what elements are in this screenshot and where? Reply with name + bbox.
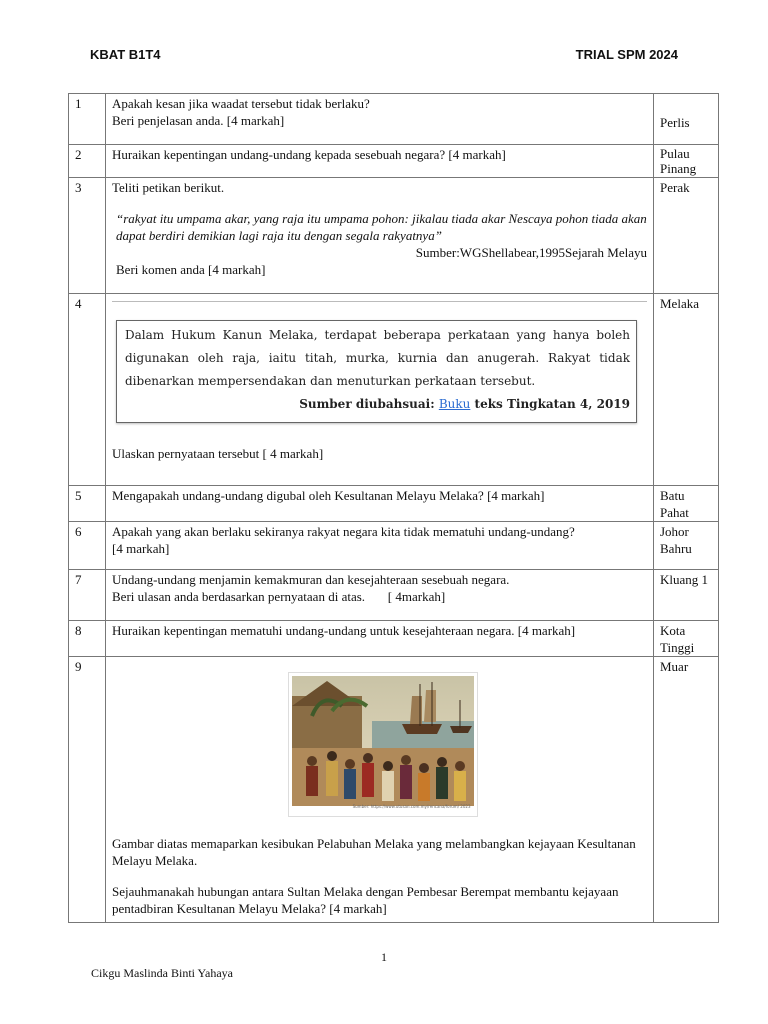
image-caption: Sumber: https://www.utusan.com.my/rencana/forum/ 2023 (352, 804, 471, 809)
question-location: Kota Tinggi (654, 621, 719, 657)
question-location: Batu Pahat (654, 486, 719, 522)
question-location: Perlis (660, 115, 690, 130)
question-text: Huraikan kepentingan undang-undang kepada sesebuah negara? [4 markah] (106, 145, 654, 178)
question-table (68, 93, 719, 923)
question-text: [4 markah] (112, 541, 170, 556)
question-number: 3 (69, 178, 106, 294)
author-name: Cikgu Maslinda Binti Yahaya (91, 966, 234, 980)
question-location: Melaka (654, 294, 719, 486)
port-painting-icon (292, 676, 474, 806)
question-number: 4 (69, 294, 106, 486)
source-box (116, 320, 637, 423)
question-text: Apakah yang akan berlaku sekiranya rakyat negara kita tidak mematuhi undang-undang? (112, 524, 575, 539)
question-number: 6 (69, 522, 106, 570)
source-box-text: Dalam Hukum Kanun Melaka, terdapat beberapa perkataan yang hanya boleh digunakan oleh raja, iaitu titah, murka, kurnia dan anugerah. Rakyat tidak dibenarkan mempersendakan dan menuturkan perkataan tersebut. (125, 328, 630, 388)
question-location: Kluang 1 (654, 570, 719, 621)
question-number: 8 (69, 621, 106, 657)
header-right: TRIAL SPM 2024 (575, 47, 678, 62)
table-row (69, 145, 719, 178)
table-row (69, 522, 719, 570)
page-header (90, 47, 678, 62)
melaka-port-image (288, 672, 478, 817)
table-row (69, 294, 719, 486)
question-text: Beri ulasan anda berdasarkan pernyataan di atas. [ 4markah] (112, 589, 446, 604)
question-location: Pulau Pinang (654, 145, 719, 178)
question-text: Mengapakah undang-undang digubal oleh Kesultanan Melayu Melaka? [4 markah] (106, 486, 654, 522)
question-text: Beri penjelasan anda. [4 markah] (112, 113, 285, 128)
question-text: Apakah kesan jika waadat tersebut tidak berlaku? (112, 96, 370, 111)
table-row (69, 178, 719, 294)
question-number: 7 (69, 570, 106, 621)
table-row (69, 621, 719, 657)
question-text: Gambar diatas memaparkan kesibukan Pelabuhan Melaka yang melambangkan kejayaan Kesultanan Melayu Melaka. (112, 836, 636, 868)
question-location: Perak (654, 178, 719, 294)
question-text: Teliti petikan berikut. (112, 180, 225, 195)
page-number: 1 (381, 950, 387, 964)
question-location: Muar (654, 657, 719, 923)
question-text: Huraikan kepentingan mematuhi undang-undang untuk kesejahteraan negara. [4 markah] (106, 621, 654, 657)
quote-text: “rakyat itu umpama akar, yang raja itu umpama pohon: jikalau tiada akar Nescaya pohon tiada akan dapat berdiri demikian lagi raja itu dengan segala rakyatnya” (116, 211, 647, 243)
question-text: Beri komen anda [4 markah] (116, 262, 266, 277)
question-number: 9 (69, 657, 106, 923)
quote-source: Sumber:WGShellabear,1995Sejarah Melayu (415, 245, 647, 260)
book-link[interactable]: Buku (438, 397, 471, 411)
question-text: Sejauhmanakah hubungan antara Sultan Melaka dengan Pembesar Berempat membantu kejayaan pentadbiran Kesultanan Melayu Melaka? [4 markah] (112, 884, 619, 916)
question-text: Ulaskan pernyataan tersebut [ 4 markah] (112, 446, 324, 461)
question-number: 5 (69, 486, 106, 522)
question-number: 2 (69, 145, 106, 178)
table-row (69, 657, 719, 923)
question-number: 1 (69, 94, 106, 145)
source-box-citation: Sumber diubahsuai: Buku teks Tingkatan 4, 2019 (299, 397, 630, 411)
header-left: KBAT B1T4 (90, 47, 161, 62)
question-location: Johor Bahru (654, 522, 719, 570)
table-row (69, 94, 719, 145)
table-row (69, 570, 719, 621)
table-row (69, 486, 719, 522)
question-text: Undang-undang menjamin kemakmuran dan kesejahteraan sesebuah negara. (112, 572, 510, 587)
